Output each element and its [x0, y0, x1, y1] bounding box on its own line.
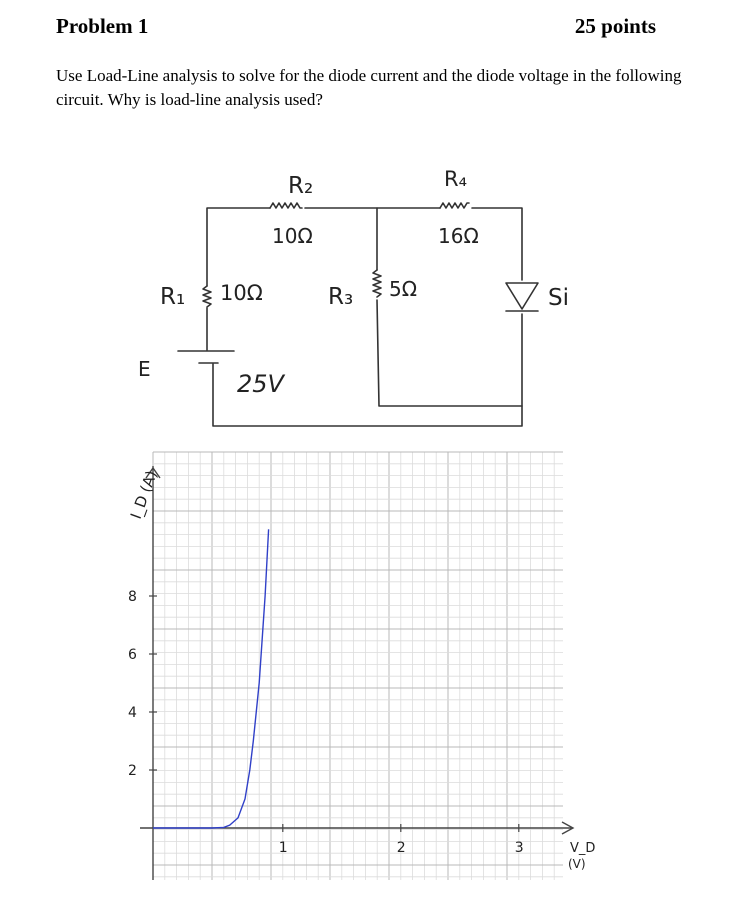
circuit-diagram	[178, 203, 538, 426]
r1-value-label: 10Ω	[220, 281, 263, 305]
r2-value-label: 10Ω	[272, 224, 313, 248]
resistor-r1	[203, 286, 211, 307]
y-axis-label: I_D (A)	[126, 468, 161, 522]
r4-name-label: R₄	[444, 167, 468, 191]
diode-material-label: Si	[548, 285, 569, 311]
x-tick-label: 3	[514, 840, 524, 856]
wire-top-left	[207, 208, 270, 286]
diode-symbol	[506, 283, 538, 311]
x-tick-label: 2	[396, 840, 406, 856]
problem-title: Problem 1	[56, 14, 149, 38]
wire-top-mid	[305, 208, 377, 270]
resistor-r4	[440, 203, 469, 208]
r1-name-label: R₁	[160, 284, 186, 310]
y-tick-label: 4	[128, 705, 137, 721]
r2-name-label: R₂	[288, 173, 314, 199]
question-text: Use Load-Line analysis to solve for the diode current and the diode voltage in the following circuit. Why is load-line analysis used?	[56, 66, 682, 109]
wire-r3-bottom	[377, 300, 522, 406]
resistor-r2	[270, 203, 302, 208]
x-axis-unit: (V)	[568, 857, 586, 871]
resistor-r3	[373, 270, 381, 297]
r4-value-label: 16Ω	[438, 224, 479, 248]
wire-r4-diode	[472, 208, 522, 280]
x-tick-label: 1	[278, 840, 288, 856]
r3-name-label: R₃	[328, 284, 354, 310]
y-tick-label: 6	[128, 647, 137, 663]
source-value-label: 25V	[237, 370, 284, 398]
graph-grid	[153, 452, 563, 880]
diode-iv-curve	[153, 529, 269, 828]
r3-value-label: 5Ω	[389, 277, 418, 301]
source-name-label: E	[138, 357, 151, 381]
points-label: 25 points	[574, 14, 656, 38]
y-tick-label: 2	[128, 763, 137, 779]
y-tick-label: 8	[128, 589, 137, 605]
x-axis-label: V_D	[570, 841, 596, 856]
